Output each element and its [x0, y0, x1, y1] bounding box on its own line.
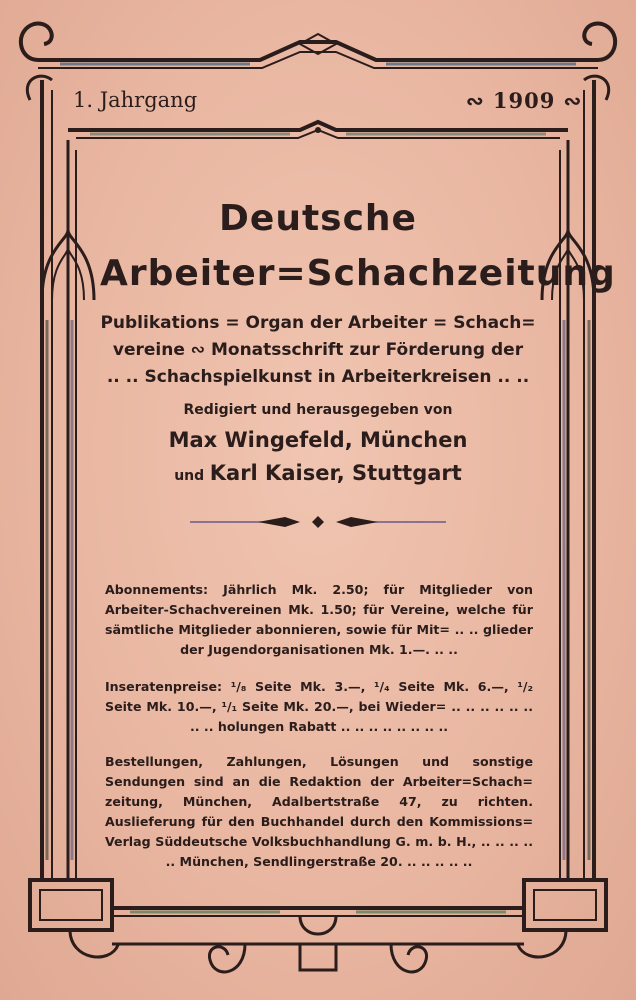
- year-label: ∾ 1909 ∾: [466, 88, 583, 113]
- editor-connector: und: [174, 468, 205, 484]
- editor-1-name: Max Wingefeld, München: [168, 428, 468, 452]
- editor-intro: Redigiert und herausgegeben von: [183, 402, 453, 418]
- inseratenpreise-paragraph: Inseratenpreise: ¹/₈ Seite Mk. 3.—, ¹/₄ Seite Mk. 6.—, ¹/₂ Seite Mk. 10.—, ¹/₁ Seite Mk. 20.—, bei Wieder= .. .. .. .. .. .. .. .. holungen Rabatt .. .. .. .. .. .. .. ..: [105, 679, 533, 734]
- subtitle-line-1: Publikations = Organ der Arbeiter = Schach=: [100, 313, 536, 333]
- editor-2: [100, 461, 536, 485]
- subtitle-line-3: .. .. Schachspielkunst in Arbeiterkreisen .. ..: [106, 367, 530, 387]
- editor-1: [100, 428, 536, 452]
- editor-2-name: Karl Kaiser, Stuttgart: [209, 461, 462, 485]
- volume-label: 1. Jahrgang: [73, 88, 198, 112]
- abonnements-paragraph: Abonnements: Jährlich Mk. 2.50; für Mitglieder von Arbeiter-Schachvereinen Mk. 1.50; für Vereine, welche für sämtliche Mitglieder abonnieren, sowie für Mit= .. .. glieder der Jugendorganisationen Mk. 1.—. .. ..: [105, 582, 533, 657]
- divider-ornament: [190, 516, 446, 528]
- bestellungen-paragraph: Bestellungen, Zahlungen, Lösungen und sonstige Sendungen sind an die Redaktion der Arbeiter=Schach= zeitung, München, Adalbertstraße 47, zu richten. Auslieferung für den Buchhandel durch den Kommissions= Verlag Süddeutsche Volksbuchhandlung G. m. b. H., .. .. .. .. .. München, Sendlingerstraße 20. .. .. .. .. ..: [105, 754, 533, 869]
- title-line-1: Deutsche: [219, 198, 417, 239]
- subtitle-line-2: vereine ∾ Monatsschrift zur Förderung der: [112, 340, 524, 360]
- subtitle-block: [100, 310, 536, 391]
- title-line-2: Arbeiter=Schachzeitung: [100, 253, 616, 294]
